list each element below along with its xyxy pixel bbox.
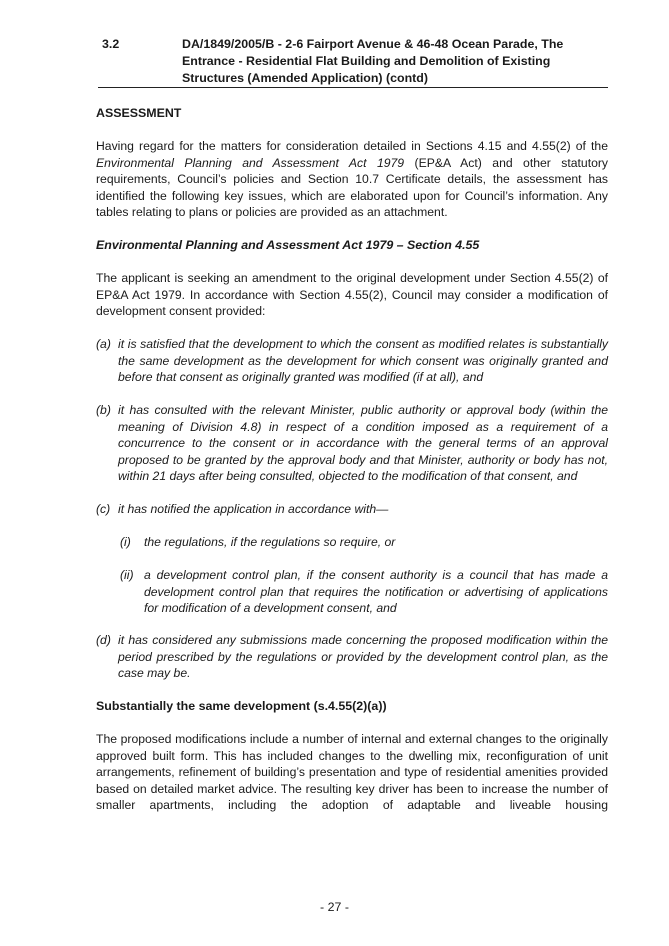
sub-item-label: (i) [120, 535, 131, 549]
section-455-intro: The applicant is seeking an amendment to the original development under Section 4.55(2) of EP&A Act 1979. In accordance with Section 4.55(2), Council may consider a modification of development consent provided: [96, 271, 608, 319]
list-item-label: (b) [96, 403, 111, 417]
section-number: 3.2 [102, 37, 120, 51]
list-item-text: it has consulted with the relevant Minister, public authority or approval body (within the meaning of Division 4.8) in respect of a condition imposed as a requirement of a concurrence to the consent or in accordance with the general terms of an approval proposed to be granted by the approval body and that Minister, authority or body has not, within 21 days after being consulted, objected to the modification of that consent, and [118, 403, 608, 484]
list-item-text: it is satisfied that the development to which the consent as modified relates is substantially the same development as the development for which consent was originally granted and before that consent as originally granted was modified (if at all), and [118, 337, 608, 385]
page-number: - 27 - [320, 900, 349, 914]
assessment-text-2: (EP&A Act) and other statutory requirements, Council’s policies and Section 10.7 Certificate details, the assessment has identified the following key issues, which are elaborated upon for Council’s information. Any tables relating to plans or policies are provided as an attachment. [96, 155, 609, 220]
list-item-label: (a) [96, 337, 111, 351]
sub-item-ii [120, 567, 608, 617]
sub-item-text: the regulations, if the regulations so require, or [144, 535, 396, 549]
sub-item-text: a development control plan, if the consent authority is a council that has made a development control plan that requires the notification or advertising of applications for modification of a development consent, and [144, 568, 608, 616]
list-item-d [96, 632, 608, 682]
list-item-a [96, 336, 608, 386]
list-item-label: (c) [96, 502, 111, 516]
header-divider [98, 87, 608, 88]
substantial-paragraph: The proposed modifications include a number of internal and external changes to the originally approved built form. This has included changes to the dwelling mix, reconfiguration of unit arrangements, refinement of building’s presentation and type of residential amenities provided based on detailed market advice. The resulting key driver has been to increase the number of smaller apartments, including the adoption of adaptable and liveable housing [96, 732, 608, 813]
sub-item-label: (ii) [120, 568, 134, 582]
assessment-text-1: Having regard for the matters for consideration detailed in Sections 4.15 and 4.55(2) of the [96, 139, 608, 153]
substantial-heading: Substantially the same development (s.4.55(2)(a)) [96, 699, 387, 713]
sub-item-i [120, 534, 608, 551]
list-item-text: it has considered any submissions made concerning the proposed modification within the period prescribed by the regulations or provided by the development control plan, as the case may be. [118, 633, 608, 681]
act-title: Environmental Planning and Assessment Act 1979 [96, 155, 405, 170]
list-item-b [96, 402, 608, 485]
assessment-heading: ASSESSMENT [96, 106, 182, 120]
list-item-text: it has notified the application in accordance with— [118, 502, 389, 516]
assessment-paragraph [96, 138, 608, 221]
list-item-label: (d) [96, 633, 111, 647]
section-455-heading: Environmental Planning and Assessment Act 1979 – Section 4.55 [96, 238, 480, 252]
report-title: DA/1849/2005/B - 2-6 Fairport Avenue & 46-48 Ocean Parade, The Entrance - Residential Flat Building and Demolition of Existing Structures (Amended Application) (contd) [182, 37, 564, 85]
list-item-c [96, 501, 608, 518]
